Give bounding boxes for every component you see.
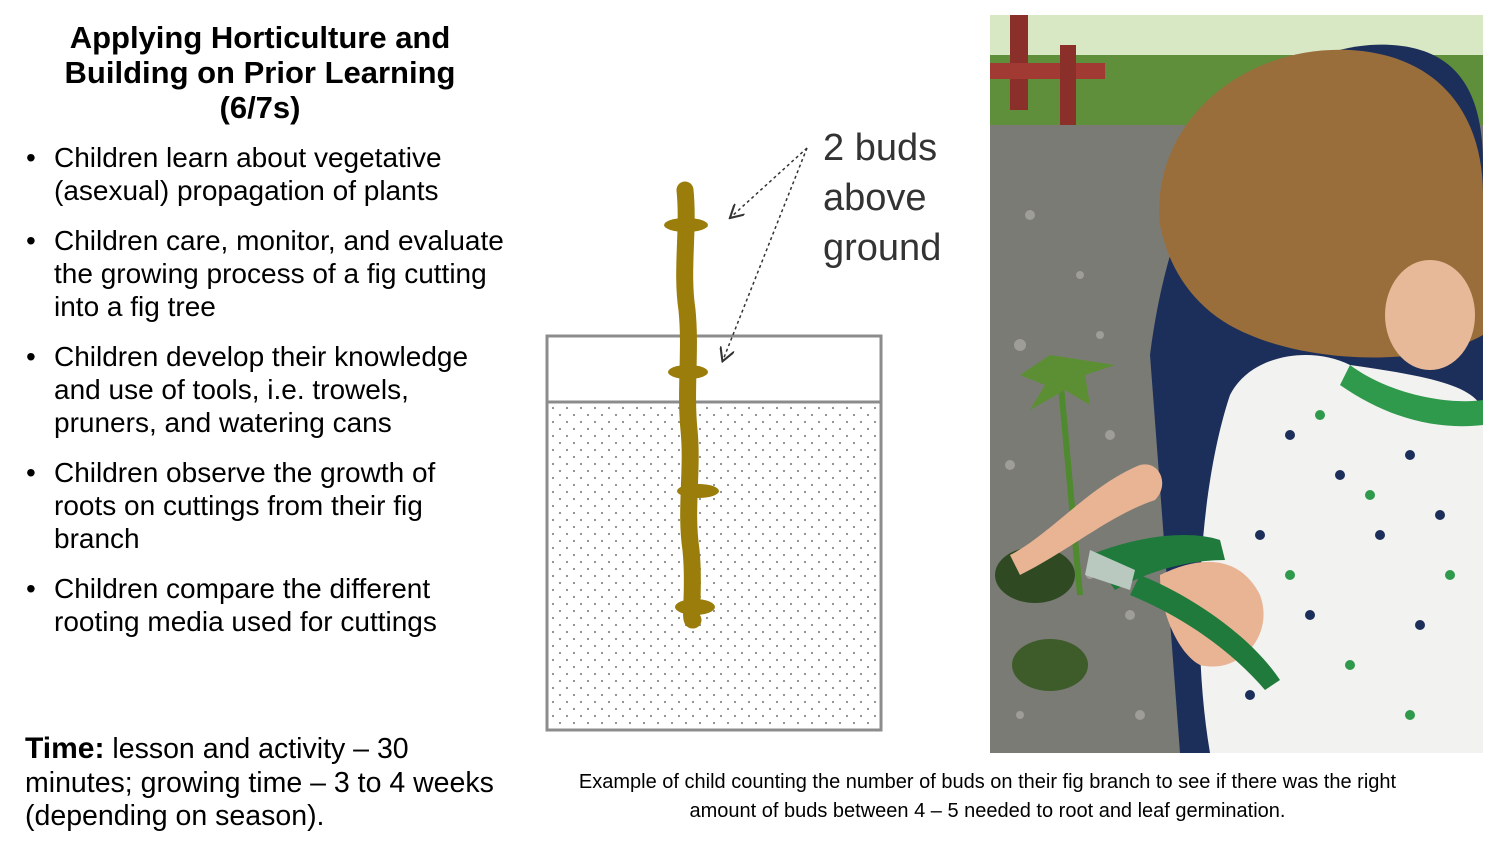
caption-line-1: Example of child counting the number of buds on their fig branch to see if there was the right xyxy=(578,771,1397,793)
bullet-dot-icon: • xyxy=(26,341,36,372)
bullet-dot-icon: • xyxy=(26,142,36,173)
bullet-dot-icon: • xyxy=(26,457,36,488)
bullet-text: Children care, monitor, and evaluate the growing process of a fig cutting into a fig tree xyxy=(54,225,504,322)
slide-title xyxy=(20,20,500,125)
title-line-2: Building on Prior Learning xyxy=(64,55,456,90)
bullet-text: Children observe the growth of roots on cuttings from their fig branch xyxy=(54,457,436,554)
bullet-item xyxy=(24,224,504,323)
fig-stem xyxy=(685,190,693,620)
time-label: Time: xyxy=(25,732,105,765)
bud-label-line-3: ground xyxy=(823,227,942,269)
bullet-dot-icon: • xyxy=(26,573,36,604)
arrow-upper xyxy=(731,148,807,217)
pot-soil xyxy=(547,402,881,730)
bullet-item xyxy=(24,456,504,555)
fig-cutting-diagram xyxy=(535,110,975,740)
bud-node xyxy=(675,599,715,615)
bullet-text: Children develop their knowledge and use of tools, i.e. trowels, pruners, and watering cans xyxy=(54,341,469,438)
bud-label-line-2: above xyxy=(823,177,927,219)
bullet-item xyxy=(24,141,504,207)
bullet-text: Children compare the different rooting media used for cuttings xyxy=(54,573,437,637)
title-line-1: Applying Horticulture and xyxy=(69,20,451,55)
bud-label-line-1: 2 buds xyxy=(823,127,938,169)
bullet-item xyxy=(24,572,504,638)
time-note xyxy=(25,732,495,834)
bud-node xyxy=(677,484,719,498)
child-pruning-photo xyxy=(990,15,1483,753)
bullet-list xyxy=(24,141,504,655)
photo-caption xyxy=(505,768,1470,826)
bud-node xyxy=(668,365,708,379)
time-text: lesson and activity – 30 minutes; growing time – 3 to 4 weeks (depending on season). xyxy=(25,733,494,832)
bullet-dot-icon: • xyxy=(26,225,36,256)
bullet-text: Children learn about vegetative (asexual) propagation of plants xyxy=(54,142,442,206)
caption-line-2: amount of buds between 4 – 5 needed to root and leaf germination. xyxy=(689,800,1286,822)
arrow-lower xyxy=(723,148,807,360)
bud-node xyxy=(664,218,708,232)
title-line-3: (6/7s) xyxy=(219,90,301,125)
bullet-item xyxy=(24,340,504,439)
